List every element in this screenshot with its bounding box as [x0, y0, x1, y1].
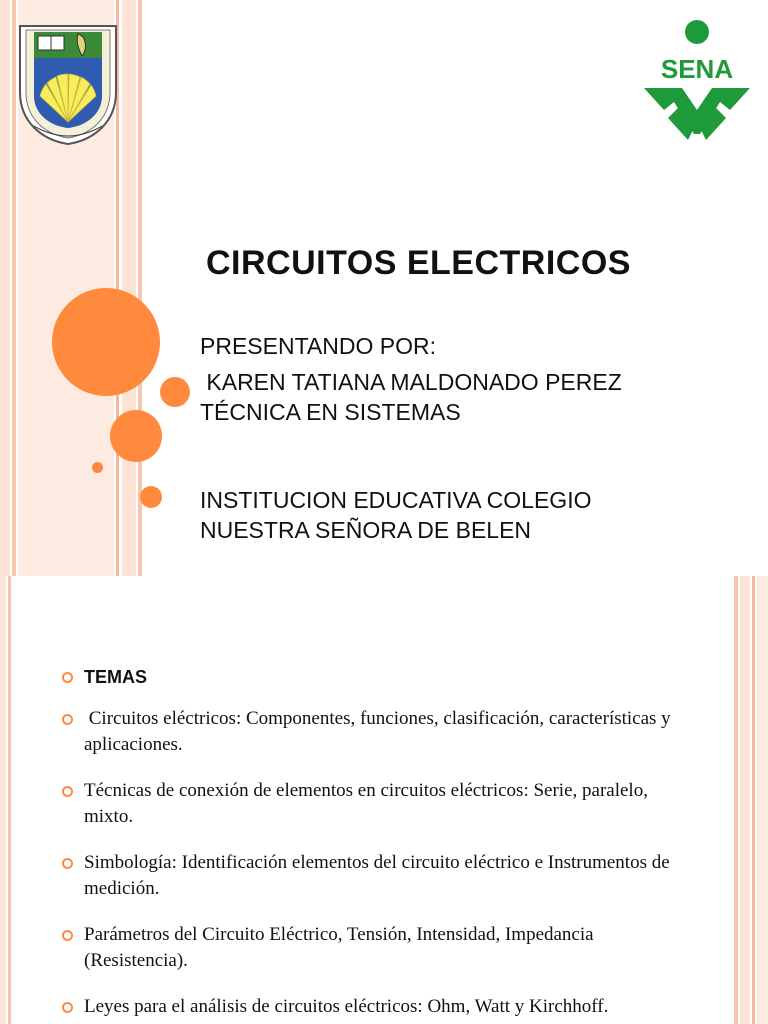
- institution-line-2: NUESTRA SEÑORA DE BELEN: [200, 517, 532, 543]
- author-name: KAREN TATIANA MALDONADO PEREZ: [200, 369, 622, 395]
- topic-text: Circuitos eléctricos: Componentes, funciones, clasificación, características y aplicaciones.: [84, 708, 676, 755]
- school-crest-logo: [16, 22, 120, 146]
- list-item: [62, 994, 692, 1020]
- topic-text: Simbología: Identificación elementos del circuito eléctrico e Instrumentos de medición.: [84, 852, 670, 899]
- institution-line-1: INSTITUCION EDUCATIVA COLEGIO: [200, 487, 592, 513]
- decor-circle: [92, 462, 103, 473]
- decor-stripe: [752, 576, 755, 1024]
- decor-stripe: [734, 576, 738, 1024]
- author-role: TÉCNICA EN SISTEMAS: [200, 399, 461, 425]
- slide-title: CIRCUITOS ELECTRICOS: [206, 244, 631, 282]
- list-item: [62, 778, 692, 830]
- bullet-ring-icon: [62, 786, 73, 797]
- decor-stripe: [122, 0, 136, 576]
- decor-stripe: [757, 576, 768, 1024]
- decor-stripe: [740, 576, 750, 1024]
- sena-logo: [638, 18, 756, 144]
- topics-slide: [0, 576, 768, 1024]
- decor-circle: [110, 410, 162, 462]
- svg-text:SENA: SENA: [660, 54, 734, 84]
- bullet-ring-icon: [62, 858, 73, 869]
- topic-text: Parámetros del Circuito Eléctrico, Tensión, Intensidad, Impedancia (Resistencia).: [84, 924, 594, 971]
- topics-heading: TEMAS: [84, 667, 147, 687]
- bullet-ring-icon: [62, 930, 73, 941]
- topic-text: Leyes para el análisis de circuitos eléctricos: Ohm, Watt y Kirchhoff.: [84, 996, 609, 1017]
- topic-text: Técnicas de conexión de elementos en circuitos eléctricos: Serie, paralelo, mixto.: [84, 780, 648, 827]
- bullet-ring-icon: [62, 672, 73, 683]
- decor-stripe: [0, 0, 10, 576]
- decor-circle: [52, 288, 160, 396]
- decor-stripe: [8, 576, 11, 1024]
- list-item: [62, 850, 692, 902]
- decor-circle: [140, 486, 162, 508]
- list-item: [62, 706, 692, 758]
- decor-circle: [160, 377, 190, 407]
- topics-list: [62, 664, 692, 1024]
- list-item: [62, 664, 692, 690]
- list-item: [62, 922, 692, 974]
- bullet-ring-icon: [62, 1002, 73, 1013]
- presented-by-label: PRESENTANDO POR:: [200, 333, 436, 359]
- decor-stripe: [0, 576, 6, 1024]
- bullet-ring-icon: [62, 714, 73, 725]
